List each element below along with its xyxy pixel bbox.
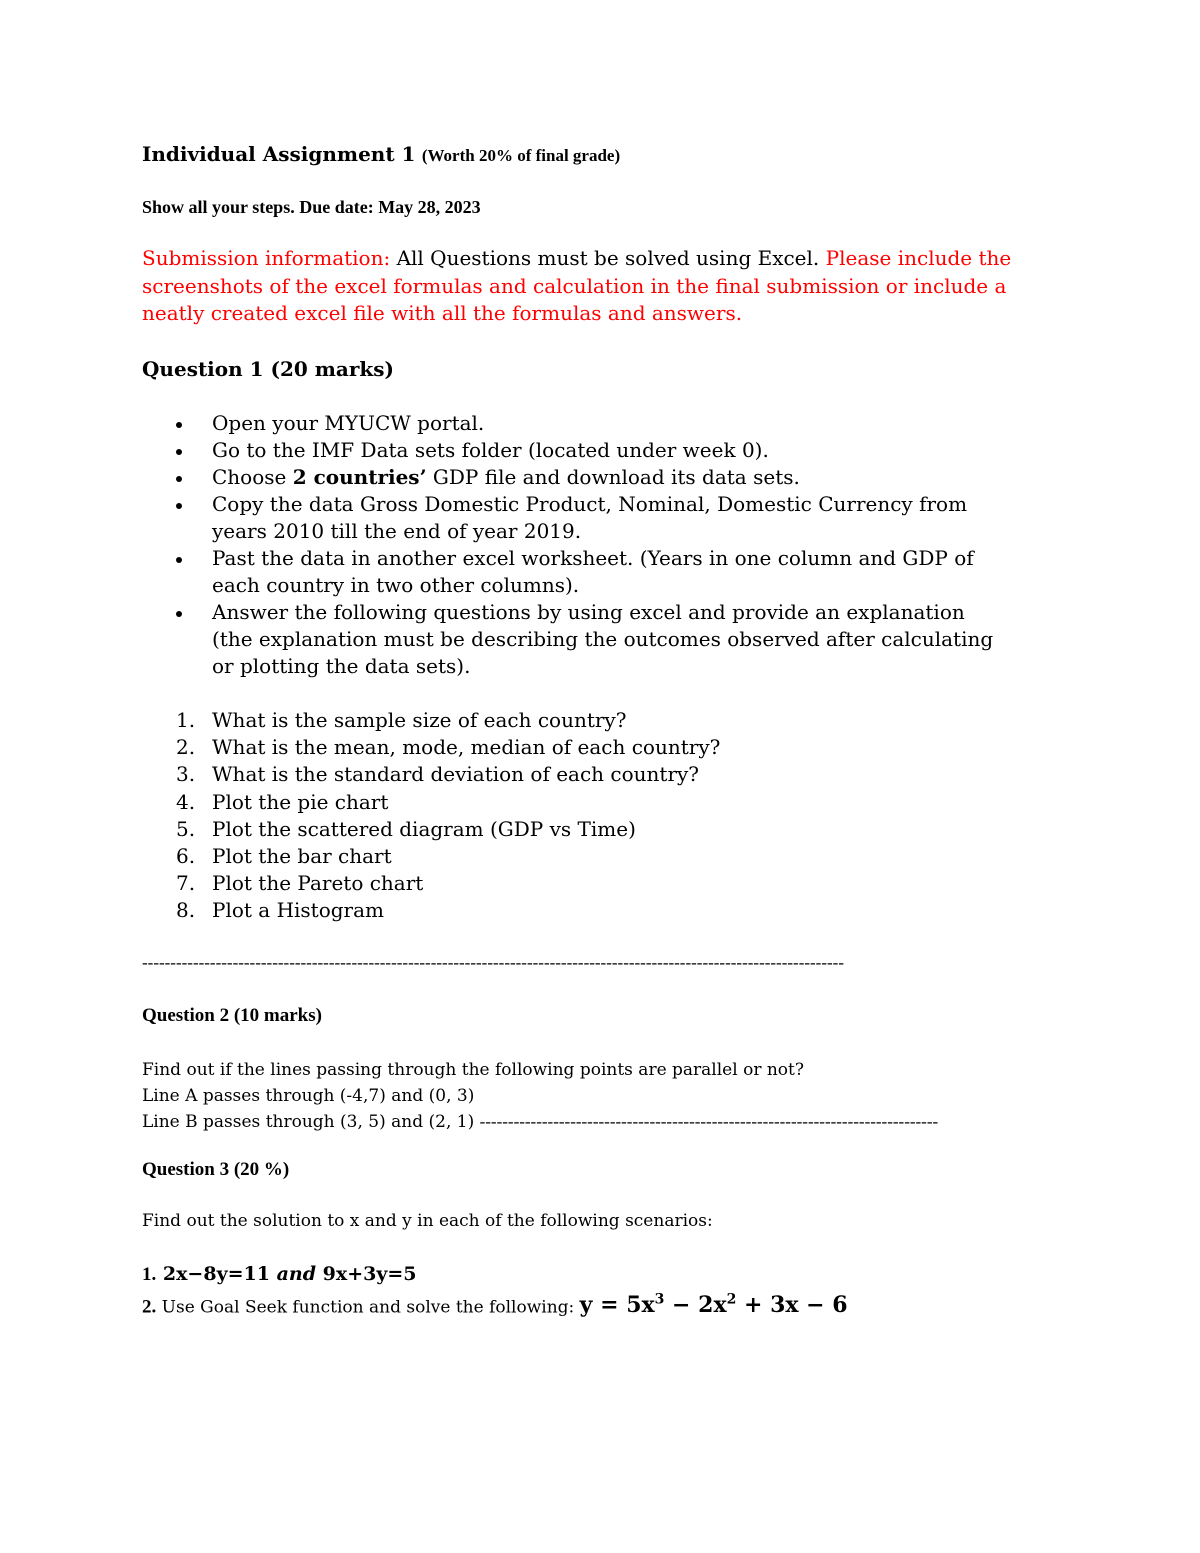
task-text: Plot the Pareto chart — [212, 871, 424, 896]
question3-prompt: Find out the solution to x and y in each of the following scenarios: — [142, 1211, 713, 1231]
bullet-text: Answer the following questions by using excel and provide an explanation (the explanation must be describing the outcomes observed after calculating or plotting the data sets). — [212, 600, 994, 678]
question3-heading: Question 3 (20 %) — [142, 1159, 290, 1180]
list-item — [142, 870, 1002, 897]
list-item — [142, 437, 1002, 464]
goal-seek-text: Use Goal Seek function and solve the following: — [161, 1297, 575, 1318]
question2-prompt: Find out if the lines passing through the following points are parallel or not? — [142, 1060, 804, 1080]
list-item — [142, 816, 1002, 843]
equation-b: 9x+3y=5 — [322, 1263, 417, 1285]
bullet-icon — [176, 476, 182, 482]
list-item — [142, 464, 1002, 491]
list-item — [142, 545, 1002, 599]
question2-body — [142, 1058, 938, 1136]
task-text: Plot a Histogram — [212, 898, 385, 923]
list-item — [142, 843, 1002, 870]
question2-dashes: --------------------------------------------------------------------------------- — [479, 1112, 939, 1131]
bullet-text: Past the data in another excel worksheet. (Years in one column and GDP of each country in two other columns). — [212, 546, 974, 597]
submission-label: Submission information: — [142, 246, 391, 270]
question1-bullet-list — [142, 410, 1002, 680]
bullet-icon — [176, 422, 182, 428]
question1-heading: Question 1 (20 marks) — [142, 357, 395, 381]
submission-detail: Please include the screenshots of the excel formulas and calculation in the final submission or include a neatly created excel file with all the formulas and answers. — [142, 246, 1012, 325]
task-number: 1. — [176, 708, 196, 732]
due-date: Show all your steps. Due date: May 28, 2023 — [142, 197, 481, 217]
list-item — [142, 707, 1002, 734]
question2-line-b: Line B passes through (3, 5) and (2, 1) — [142, 1112, 475, 1132]
question3-item2 — [142, 1292, 848, 1318]
bullet-icon — [176, 557, 182, 563]
bullet-text: Go to the IMF Data sets folder (located under week 0). — [212, 438, 769, 462]
bullet-text: Open your MYUCW portal. — [212, 411, 485, 435]
submission-info — [142, 245, 1022, 328]
task-text: What is the mean, mode, median of each country? — [212, 735, 721, 760]
task-text: What is the standard deviation of each country? — [212, 762, 700, 787]
task-number: 3. — [176, 762, 196, 787]
cubic-formula — [580, 1292, 848, 1318]
formula-part: − 2x — [664, 1292, 727, 1319]
bullet-text: Choose — [212, 465, 287, 489]
task-number: 5. — [176, 816, 196, 841]
task-text: Plot the scattered diagram (GDP vs Time) — [212, 816, 636, 841]
task-number: 6. — [176, 844, 196, 869]
formula-exponent: 3 — [654, 1292, 665, 1308]
question2-heading: Question 2 (10 marks) — [142, 1005, 322, 1026]
title-worth: (Worth 20% of final grade) — [421, 146, 621, 165]
section-divider: ---------------------------------------------------------------------------------------------------------------------------- — [142, 953, 844, 972]
list-item — [142, 599, 1002, 680]
task-number: 2. — [176, 735, 196, 760]
list-item — [142, 410, 1002, 437]
task-text: What is the sample size of each country? — [212, 708, 627, 732]
submission-instruction: All Questions must be solved using Excel. — [396, 246, 820, 270]
bullet-bold-text: 2 countries’ — [292, 465, 427, 489]
question2-line-a: Line A passes through (-4,7) and (0, 3) — [142, 1085, 475, 1106]
equation-and: and — [276, 1263, 317, 1285]
list-item — [142, 897, 1002, 924]
bullet-text: GDP file and download its data sets. — [432, 465, 800, 489]
bullet-icon — [176, 611, 182, 617]
list-item — [142, 789, 1002, 816]
assignment-title — [142, 142, 620, 166]
list-item — [142, 734, 1002, 761]
bullet-text: Copy the data Gross Domestic Product, Nominal, Domestic Currency from years 2010 till the end of year 2019. — [212, 492, 968, 543]
task-number: 7. — [176, 871, 196, 896]
formula-part: + 3x − 6 — [736, 1292, 848, 1319]
question2-line-b-row — [142, 1109, 938, 1136]
item-number: 2. — [142, 1296, 157, 1318]
item-number: 1. — [142, 1264, 157, 1285]
title-main: Individual Assignment 1 — [142, 142, 416, 166]
list-item — [142, 761, 1002, 788]
bullet-icon — [176, 449, 182, 455]
task-number: 8. — [176, 898, 196, 923]
equation-a: 2x−8y=11 — [162, 1263, 270, 1285]
task-text: Plot the pie chart — [212, 789, 389, 814]
question1-task-list — [142, 707, 1002, 925]
bullet-icon — [176, 503, 182, 509]
question3-item1 — [142, 1263, 417, 1286]
list-item — [142, 491, 1002, 545]
formula-part: y = 5x — [579, 1292, 655, 1319]
task-text: Plot the bar chart — [212, 844, 392, 869]
task-number: 4. — [176, 789, 196, 814]
formula-exponent: 2 — [726, 1292, 737, 1308]
